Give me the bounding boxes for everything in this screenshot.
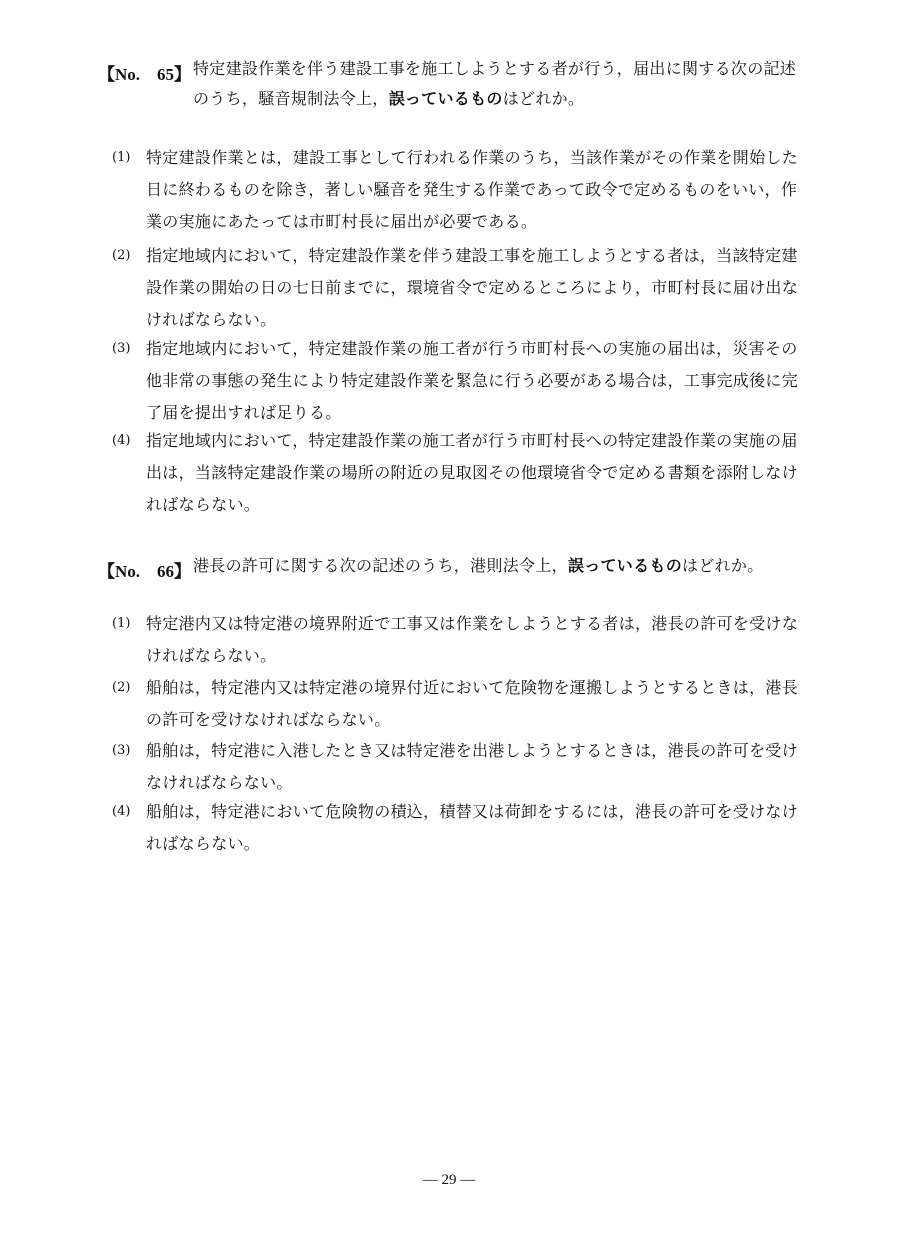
choice-text: 指定地域内において，特定建設作業の施工者が行う市町村長への実施の届出は，災害その他非常の事態の発生により特定建設作業を緊急に行う必要がある場合は，工事完成後に完了届を提出すれば足りる。 <box>146 339 799 422</box>
choice-number: (1) <box>112 616 131 631</box>
choice-text: 船舶は，特定港に入港したとき又は特定港を出港しようとするときは，港長の許可を受けなければならない。 <box>146 741 799 792</box>
choice-text: 船舶は，特定港において危険物の積込，積替又は荷卸をするには，港長の許可を受けなければならない。 <box>146 802 799 853</box>
question-number: 【No. 65】 <box>98 65 192 84</box>
question-number: 【No. 66】 <box>98 562 192 581</box>
choice-number: (4) <box>112 804 131 819</box>
choice-text: 特定建設作業とは，建設工事として行われる作業のうち，当該作業がその作業を開始した日に終わるものを除き，著しい騒音を発生する作業であって政令で定めるものをいい，作業の実施にあたっては市町村長に届出が必要である。 <box>146 148 799 231</box>
question-stem <box>193 551 805 581</box>
stem-text: 特定建設作業を伴う建設工事を施工しようとする者が行う，届出に関する次の記述のうち，騒音規制法令上， <box>193 59 797 108</box>
choice-text: 特定港内又は特定港の境界附近で工事又は作業をしようとする者は，港長の許可を受けなければならない。 <box>146 614 799 665</box>
choice-number: (4) <box>112 433 131 448</box>
choice-text: 船舶は，特定港内又は特定港の境界付近において危険物を運搬しようとするときは，港長の許可を受けなければならない。 <box>146 678 799 729</box>
choice-text: 指定地域内において，特定建設作業を伴う建設工事を施工しようとする者は，当該特定建設作業の開始の日の七日前までに，環境省令で定めるところにより，市町村長に届け出なければならない。 <box>146 246 799 329</box>
choice-text: 指定地域内において，特定建設作業の施工者が行う市町村長への特定建設作業の実施の届出は，当該特定建設作業の場所の附近の見取図その他環境省令で定める書類を添附しなければならない。 <box>146 431 799 514</box>
choice-number: (2) <box>112 248 131 263</box>
choice-number: (3) <box>112 743 131 758</box>
choice-number: (2) <box>112 680 131 695</box>
choice-number: (3) <box>112 341 131 356</box>
choice-number: (1) <box>112 150 131 165</box>
stem-emphasis: 誤っているもの <box>388 89 503 108</box>
stem-text: 港長の許可に関する次の記述のうち，港則法令上， <box>193 556 568 575</box>
stem-ending: はどれか。 <box>502 89 585 108</box>
page-number: — 29 — <box>422 1172 476 1188</box>
question-stem <box>193 54 805 114</box>
stem-ending: はどれか。 <box>682 556 764 575</box>
stem-emphasis: 誤っているもの <box>567 556 683 575</box>
